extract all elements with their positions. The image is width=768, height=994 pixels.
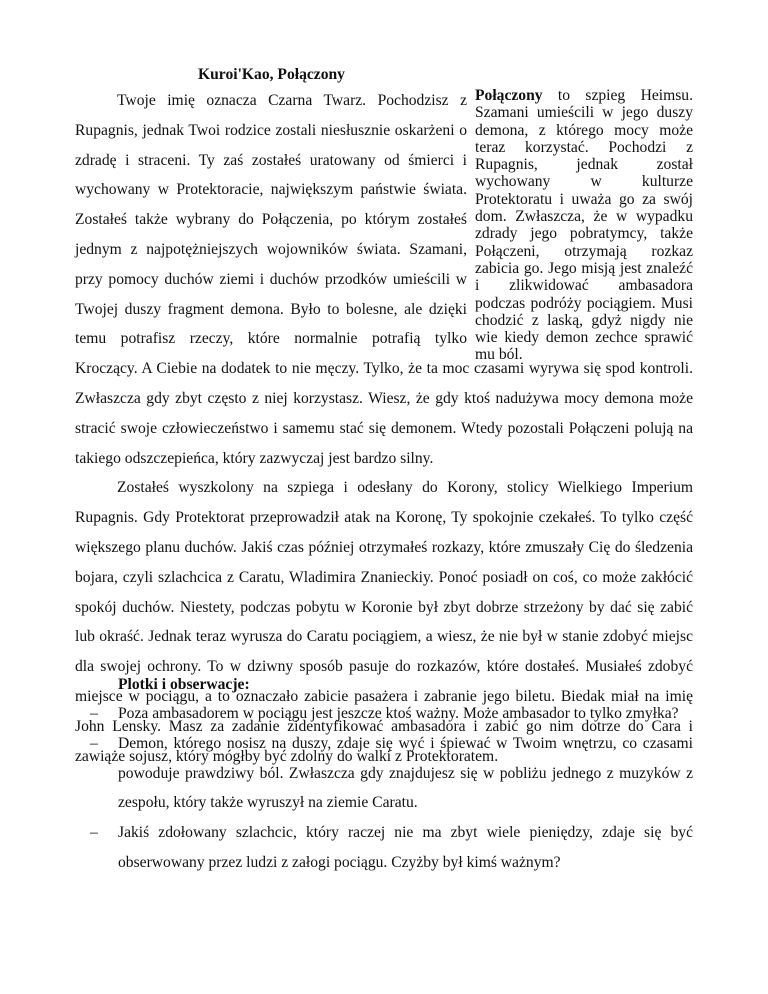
- body-text: [75, 86, 693, 771]
- note-text: Poza ambasadorem w pociągu jest jeszcze ktoś ważny. Może ambasador to tylko zmyłka?: [118, 705, 679, 722]
- list-item: [75, 699, 693, 729]
- paragraph-background: Twoje imię oznacza Czarna Twarz. Pochodzisz z Rupagnis, jednak Twoi rodzice zostali niesłusznie oskarżeni o zdradę i straceni. Ty zaś zostałeś uratowany od śmierci i wychowany w Protektoracie, największym państwie świata. Zostałeś także wybrany do Połączenia, po którym zostałeś jednym z najpotężniejszych wojowników świata. Szamani, przy pomocy duchów ziemi i duchów przodków umieścili w Twojej duszy fragment demona. Było to bolesne, ale dzięki temu potrafisz rzeczy, które normalnie potrafią tylko Kroczący. A Ciebie na dodatek to nie męczy. Tylko, że ta moc czasami wyrywa się spod kontroli. Zwłaszcza gdy zbyt często z niej korzystasz. Wiesz, że gdy ktoś nadużywa mocy demona może stracić swoje człowieczeństwo i samemu stać się demonem. Wtedy pozostali Połączeni polują na takiego odszczepieńca, który zazwyczaj jest bardzo silny.: [75, 92, 693, 467]
- note-text: Jakiś zdołowany szlachcic, który raczej nie ma zbyt wiele pieniędzy, zdaje się być obserwowany przez ludzi z załogi pociągu. Czyżby był kimś ważnym?: [118, 824, 693, 871]
- summary-bold-lead: Połączony: [475, 87, 543, 104]
- notes-heading: Plotki i obserwacje:: [118, 676, 250, 693]
- sidebox-spacer: [471, 86, 693, 348]
- notes-list: [75, 699, 693, 878]
- summary-text: to szpieg Heimsu. Szamani umieścili w jego duszy demona, z którego mocy może teraz korzystać. Pochodzi z Rupagnis, jednak został wychowany w kulturze Protektoratu i uważa go za swój dom. Zwłaszcza, że w wypadku zdrady jego pobratymcy, także Połączeni, otrzymają rozkaz zabicia go. Jego misją jest znaleźć i zlikwidować ambasadora podczas podróży pociągiem. Musi chodzić z laską, gdyż nigdy nie wie kiedy demon zechce sprawić mu ból.: [475, 87, 693, 364]
- list-item: [75, 729, 693, 818]
- list-item: [75, 818, 693, 878]
- note-text: Demon, którego nosisz na duszy, zdaje się wyć i śpiewać w Twoim wnętrzu, co czasami powoduje prawdziwy ból. Zwłaszcza gdy znajdujesz się w pobliżu jednego z muzyków z zespołu, który także wyruszył na ziemie Caratu.: [118, 734, 693, 812]
- list-dash: –: [90, 824, 98, 842]
- document-title: Kuroi'Kao, Połączony: [198, 66, 345, 83]
- list-dash: –: [90, 734, 98, 752]
- paragraph-mission: Zostałeś wyszkolony na szpiega i odesłany do Korony, stolicy Wielkiego Imperium Rupagnis. Gdy Protektorat przeprowadził atak na Koronę, Ty spokojnie czekałeś. To tylko część większego planu duchów. Jakiś czas później otrzymałeś rozkazy, które zmuszały Cię do śledzenia bojara, czyli szlachcica z Caratu, Wladimira Znanieckiy. Ponoć posiadł on coś, co może zakłócić spokój duchów. Niestety, podczas pobytu w Koronie był zbyt dobrze strzeżony by dać się zabić lub okraść. Jednak teraz wyrusza do Caratu pociągiem, a wiesz, że nie był w stanie zdobyć miejsc dla swojej ochrony. To w dziwny sposób pasuje do rozkazów, które dostałeś. Musiałeś zdobyć miejsce w pociągu, a to oznaczało zabicie pasażera i zabranie jego biletu. Biedak miał na imię John Lensky. Masz za zadanie zidentyfikować ambasadora i zabić go nim dotrze do Cara i zawiąże sojusz, który mógłby być zdolny do walki z Protektoratem.: [75, 479, 693, 765]
- list-dash: –: [90, 705, 98, 722]
